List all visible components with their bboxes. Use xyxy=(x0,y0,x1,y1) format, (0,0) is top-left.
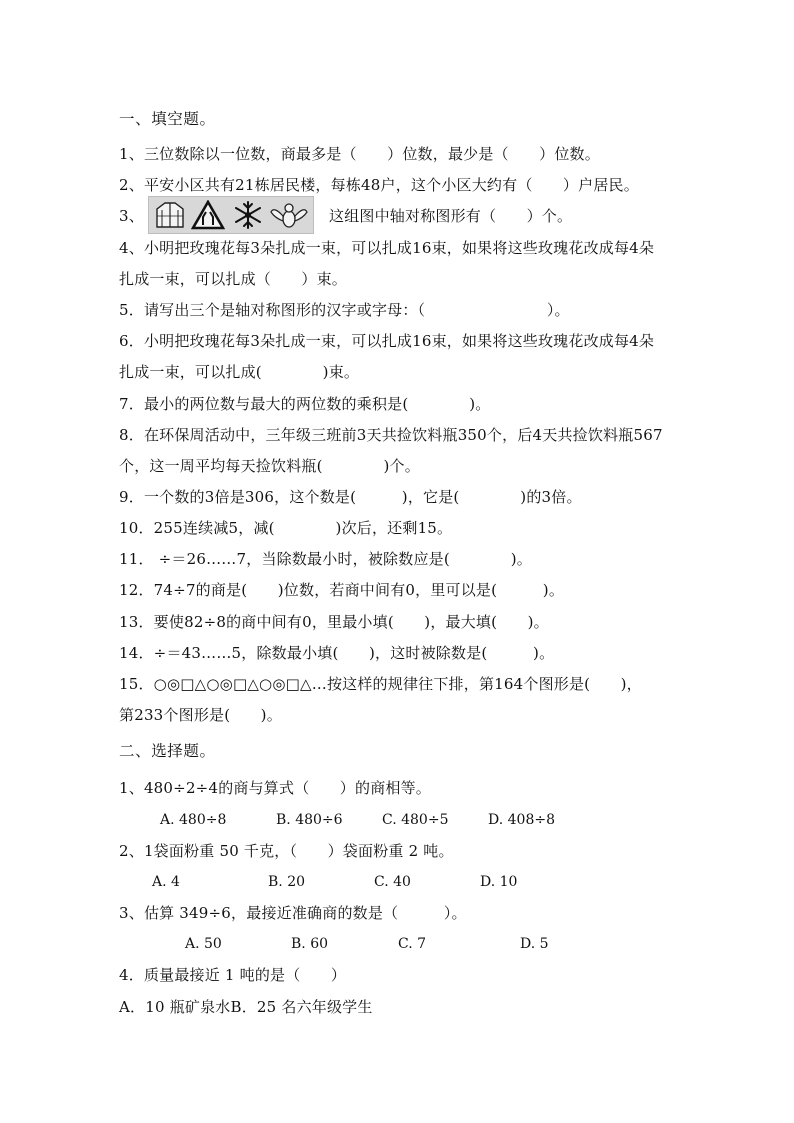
option-b: B. 480÷6 xyxy=(276,812,343,828)
question-2-4: 4．质量最接近 1 吨的是（ ） xyxy=(119,966,347,984)
section1-title: 一、填空题。 xyxy=(119,110,216,128)
section2-title: 二、选择题。 xyxy=(119,742,216,760)
road-narrows-sign-icon xyxy=(191,200,225,230)
question-1-8-line2: 个，这一周平均每天捡饮料瓶( )个。 xyxy=(119,457,420,475)
option-c: C. 480÷5 xyxy=(382,812,449,828)
question-1-15-line2: 第233个图形是( )。 xyxy=(119,706,282,724)
question-1-13: 13．要使82÷8的商中间有0，里最小填( )，最大填( )。 xyxy=(119,613,549,631)
question-1-15-line1: 15．○◎□△○◎□△○◎□△…按这样的规律往下排，第164个图形是( )， xyxy=(119,675,642,693)
question-2-3: 3、估算 349÷6，最接近准确商的数是（ ）。 xyxy=(119,904,467,922)
question-2-4-options: A．10 瓶矿泉水B．25 名六年级学生 xyxy=(119,998,373,1016)
question-1-5: 5．请写出三个是轴对称图形的汉字或字母：（ ）。 xyxy=(119,301,570,319)
option-c: C. 7 xyxy=(398,936,427,952)
symmetry-figure-strip xyxy=(148,196,314,234)
question-1-4-line1: 4、小明把玫瑰花每3朵扎成一束，可以扎成16束，如果将这些玫瑰花改成每4朵 xyxy=(119,239,655,257)
question-1-3-number: 3、 xyxy=(119,207,144,225)
option-d: D. 10 xyxy=(480,874,518,890)
question-1-12: 12．74÷7的商是( )位数，若商中间有0，里可以是( )。 xyxy=(119,581,565,599)
question-2-1: 1、480÷2÷4的商与算式（ ）的商相等。 xyxy=(119,779,431,797)
question-1-14: 14．÷＝43……5，除数最小填( )，这时被除数是( )。 xyxy=(119,644,555,662)
question-1-1: 1、三位数除以一位数，商最多是（ ）位数，最少是（ ）位数。 xyxy=(119,145,600,163)
option-d: D. 408÷8 xyxy=(488,812,555,828)
question-1-6-line2: 扎成一束，可以扎成( )束。 xyxy=(119,363,360,381)
option-a: A. 480÷8 xyxy=(160,812,227,828)
question-1-10: 10．255连续减5，减( )次后，还剩15。 xyxy=(119,519,453,537)
question-1-7: 7．最小的两位数与最大的两位数的乘积是( )。 xyxy=(119,395,491,413)
option-b: B. 60 xyxy=(291,936,329,952)
question-1-4-line2: 扎成一束，可以扎成（ ）束。 xyxy=(119,270,348,288)
option-a: A. 4 xyxy=(152,874,180,890)
question-1-9: 9．一个数的3倍是306，这个数是( )，它是( )的3倍。 xyxy=(119,488,582,506)
snowflake-icon xyxy=(231,200,265,230)
jacket-icon xyxy=(153,200,187,230)
question-1-2: 2、平安小区共有21栋居民楼，每栋48户，这个小区大约有（ ）户居民。 xyxy=(119,176,639,194)
question-1-11: 11． ÷＝26……7，当除数最小时，被除数应是( )。 xyxy=(119,550,532,568)
option-d: D. 5 xyxy=(520,936,549,952)
question-1-3-text: 这组图中轴对称图形有（ ）个。 xyxy=(329,207,573,225)
question-1-8-line1: 8．在环保周活动中，三年级三班前3天共捡饮料瓶350个，后4天共捡饮料瓶567 xyxy=(119,426,663,444)
option-b: B. 20 xyxy=(268,874,306,890)
dove-icon xyxy=(269,200,309,230)
question-1-6-line1: 6．小明把玫瑰花每3朵扎成一束，可以扎成16束，如果将这些玫瑰花改成每4朵 xyxy=(119,332,655,350)
option-c: C. 40 xyxy=(374,874,411,890)
option-a: A. 50 xyxy=(185,936,222,952)
question-2-2: 2、1袋面粉重 50 千克，（ ）袋面粉重 2 吨。 xyxy=(119,842,454,860)
